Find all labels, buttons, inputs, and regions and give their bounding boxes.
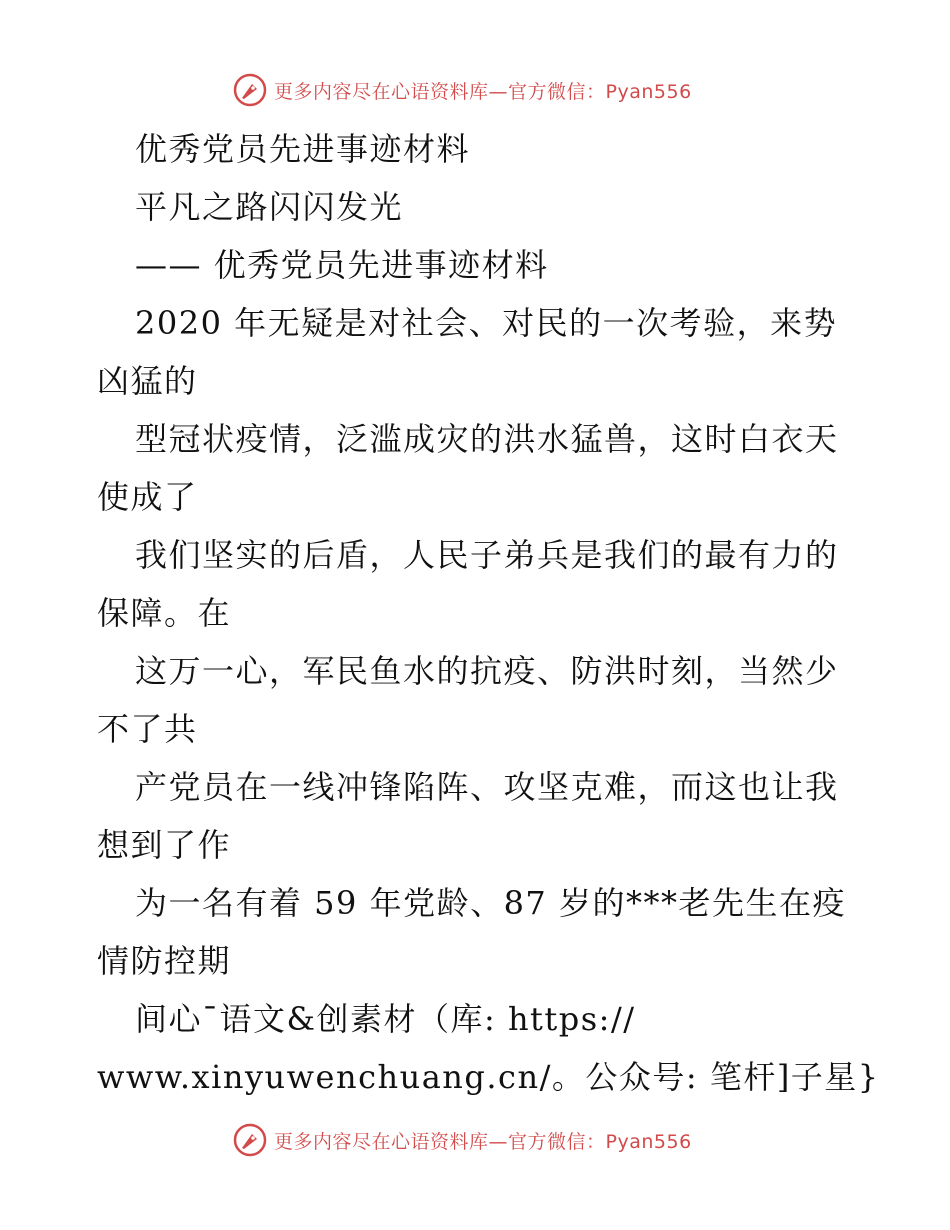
text-line: 2020 年无疑是对社会、对民的一次考验，来势 — [135, 304, 838, 342]
header-banner-text: 更多内容尽在心语资料库—官方微信：Pyan556 — [274, 80, 692, 103]
text-line: 我们坚实的后盾，人民子弟兵是我们的最有力的 — [135, 536, 839, 574]
text-line: 产党员在一线冲锋陷阵、攻坚克难，而这也让我 — [135, 768, 839, 806]
text-line: 想到了作 — [97, 826, 232, 864]
text-line: 不了共 — [97, 710, 198, 748]
text-line: —— 优秀党员先进事迹材料 — [135, 246, 549, 284]
pen-nib-logo-icon — [232, 72, 268, 108]
header-banner — [232, 70, 692, 110]
text-line: 使成了 — [97, 478, 198, 516]
text-line: 型冠状疫情，泛滥成灾的洪水猛兽，这时白衣天 — [135, 420, 839, 458]
text-line: 情防控期 — [97, 942, 232, 980]
text-line: 为一名有着 59 年党龄、87 岁的***老先生在疫 — [135, 884, 846, 922]
text-line: 平凡之路闪闪发光 — [135, 188, 404, 226]
pen-nib-logo-icon — [232, 1122, 268, 1158]
document-body — [97, 120, 880, 1106]
text-line: 优秀党员先进事迹材料 — [135, 130, 471, 168]
text-line: 保障。在 — [97, 594, 232, 632]
text-line: 凶猛的 — [97, 362, 198, 400]
footer-banner-text: 更多内容尽在心语资料库—官方微信：Pyan556 — [274, 1130, 692, 1153]
text-line: www.xinyuwenchuang.cn/。公众号: 笔杆]子星} — [97, 1058, 880, 1096]
text-line: 间心¯语文&创素材（库: https:// — [135, 1000, 636, 1038]
footer-banner — [232, 1120, 692, 1160]
text-line: 这万一心，军民鱼水的抗疫、防洪时刻，当然少 — [135, 652, 839, 690]
